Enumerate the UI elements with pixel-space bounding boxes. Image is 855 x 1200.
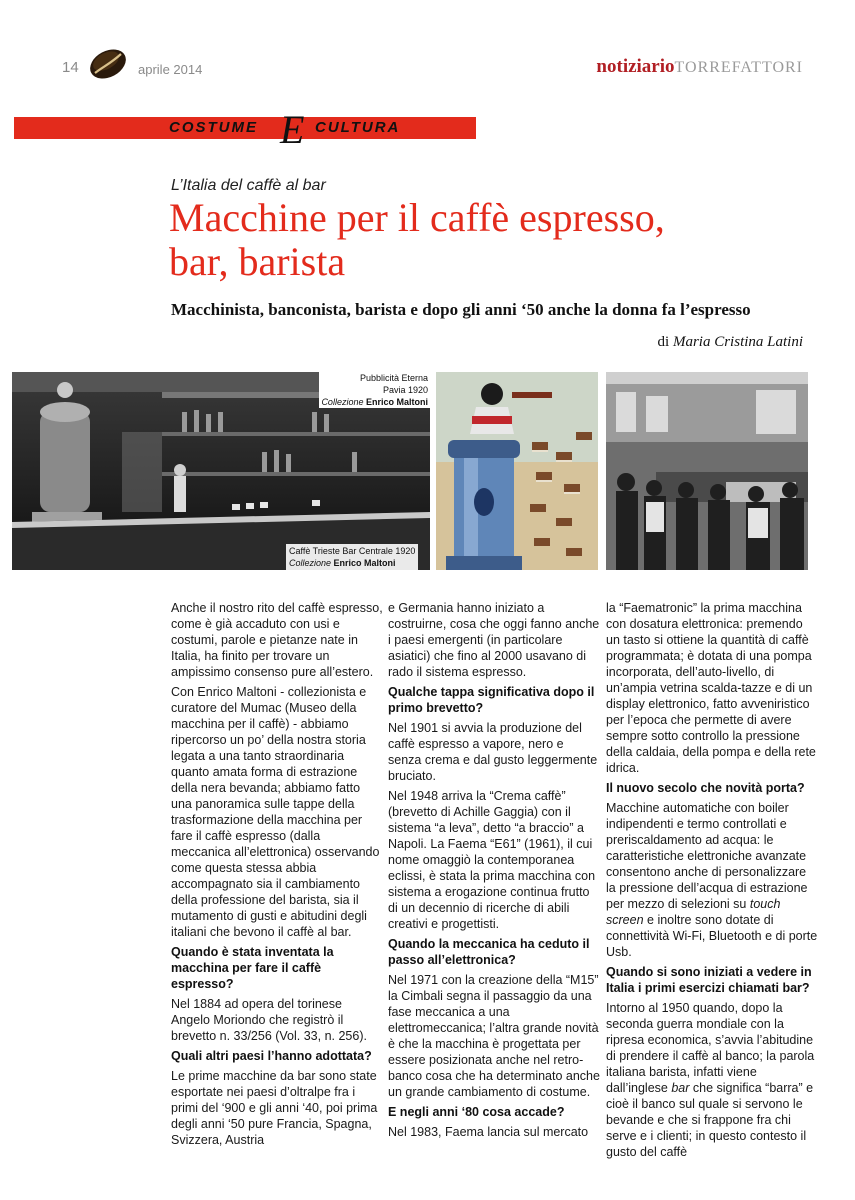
poster-caption-line-2: Pavia 1920 — [382, 385, 428, 395]
text-run: e inoltre sono dotate di connettività Wi-Fi, Bluetooth e di porte Usb. — [606, 913, 818, 959]
article-title — [169, 196, 829, 284]
question-heading: Il nuovo secolo che novità porta? — [606, 781, 805, 795]
poster-caption-line-1: Pubblicità Eterna — [359, 373, 428, 383]
question-heading: Quali altri paesi l’hanno adottata? — [171, 1049, 372, 1063]
section-label — [14, 107, 476, 152]
text-column-2 — [388, 600, 600, 1144]
bar-caption-collection: Collezione — [289, 558, 332, 568]
question-heading: E negli anni ‘80 cosa accade? — [388, 1105, 565, 1119]
title-line-2: bar, barista — [169, 239, 346, 284]
paragraph: Nel 1971 con la creazione della “M15” la Cimbali segna il passaggio da una fase meccanica a una elettromeccanica; l’altra grande novità è che la macchina è progettata per essere posizionata anche nel retro-banco cosa che ha determinato anche un grande cambiamento di costume. — [388, 973, 600, 1099]
issue-date: aprile 2014 — [138, 62, 203, 77]
bar-caption-line-1: Caffè Trieste Bar Centrale 1920 — [289, 546, 416, 556]
paragraph: e Germania hanno iniziato a costruirne, cosa che oggi fanno anche i paesi emergenti (in particolare asiatici) che fino al 2000 usavano di rado il sistema espresso. — [388, 601, 600, 679]
emphasis-text: bar — [671, 1081, 690, 1095]
question-heading: Qualche tappa significativa dopo il primo brevetto? — [388, 685, 595, 715]
paragraph — [606, 800, 818, 960]
page-number: 14 — [62, 59, 79, 76]
publication-brand — [596, 56, 803, 78]
brand-secondary: TORREFATTORI — [674, 59, 803, 76]
coffee-bean-icon — [86, 46, 130, 82]
paragraph: Nel 1948 arriva la “Crema caffè” (brevetto di Achille Gaggia) con il sistema “a leva”, detto “a braccio” a Napoli. La Faema “E61” (1961), il cui nome omaggiò la contemporanea eclissi, è stata la prima macchina con sistema a erogazione continua frutto di un decennio di ricerche di abili creativi e progettisti. — [388, 789, 596, 931]
bar-caption-collector: Enrico Maltoni — [333, 558, 396, 568]
section-right-word: CULTURA — [315, 119, 401, 136]
text-run: Intorno al 1950 quando, dopo la seconda guerra mondiale con la ripresa economica, s’avvia l’abitudine di prendere il caffè al banco; la parola italiana barista, infatti viene dall’inglese — [606, 1001, 815, 1095]
text-column-1 — [171, 600, 383, 1152]
paragraph: Nel 1983, Faema lancia sul mercato — [388, 1125, 589, 1139]
text-column-3 — [606, 600, 818, 1164]
eterna-poster-image — [436, 372, 598, 570]
bar-photo-caption — [286, 544, 418, 570]
paragraph: Con Enrico Maltoni - collezionista e curatore del Mumac (Museo della macchina per il caffè) - abbiamo ripercorso un po’ della nostra storia legata a una tanto straordinaria quanto amata forma di estrazione della nera bevanda; abbiamo fatto una panoramica sulle tappe della trasformazione della macchina per fare il caffè espresso (dalla meccanica all’elettronica) osservando come questa stessa abbia accompagnato sia il cambiamento della professione del barista, sia il mutamento di gusti e abitudini degli italiani che bevono il caffè al bar. — [171, 685, 380, 939]
text-run: che significa “barra” e cioè il banco sul quale si servono le bevande e che si frappone fra chi serve e i clienti; in questo contesto il gusto del caffè — [606, 1081, 814, 1159]
paragraph: Le prime macchine da bar sono state esportate nei paesi d’oltralpe fra i primi del ‘900 e gli anni ‘40, poi prima degli anni ‘50 pure Francia, Spagna, Svizzera, Austria — [171, 1069, 378, 1147]
poster-caption-collection: Collezione — [321, 397, 364, 407]
poster-caption-credit — [321, 396, 428, 408]
poster-caption-collector: Enrico Maltoni — [365, 397, 428, 407]
brand-primary: notiziario — [596, 56, 675, 77]
paragraph: Nel 1901 si avvia la produzione del caffè espresso a vapore, nero e senza crema e dal gusto leggermente bruciato. — [388, 721, 598, 783]
text-run: Macchine automatiche con boiler indipendenti e termo controllati e preriscaldamento ad acqua: le caratteristiche elettroniche avanzate consentono anche di personalizzare la pressione dell’acqua di estrazione per mezzo di selezioni su — [606, 801, 808, 911]
paragraph: Nel 1884 ad opera del torinese Angelo Moriondo che registrò il brevetto n. 33/256 (Vol. 33, n. 256). — [171, 997, 367, 1043]
title-line-1: Macchine per il caffè espresso, — [169, 195, 665, 240]
byline-prefix: di — [657, 334, 670, 350]
section-ampersand-mark: E — [280, 107, 305, 152]
article-subtitle: Macchinista, banconista, barista e dopo gli anni ‘50 anche la donna fa l’espresso — [171, 300, 751, 319]
byline — [658, 334, 803, 351]
section-bar — [14, 107, 476, 152]
bar-caption-credit — [289, 557, 415, 569]
question-heading: Quando la meccanica ha ceduto il passo all’elettronica? — [388, 937, 590, 967]
bar-crowd-photo — [606, 372, 808, 570]
question-heading: Quando è stata inventata la macchina per fare il caffè espresso? — [171, 945, 334, 991]
paragraph — [606, 1000, 818, 1160]
paragraph: la “Faematronic” la prima macchina con dosatura elettronica: premendo un tasto si ottiene la quantità di caffè programmata; è dotata di una pompa incorporata, dell’auto-livello, di un’ampia vetrina scalda-tazze e di un display elettronico, fatto avveniristico per l’epoca che permette di avere sempre sotto controllo la pressione della caldaia, della pompa e della rete idrica. — [606, 601, 816, 775]
paragraph: Anche il nostro rito del caffè espresso, come è già accaduto con usi e costumi, parole e pietanze nate in Italia, ha finito per trovare un ampissimo consenso pure all’estero. — [171, 601, 383, 679]
emphasis-text: touch screen — [606, 897, 781, 927]
poster-caption — [319, 372, 430, 408]
poster-illustration — [436, 372, 598, 570]
article-kicker: L’Italia del caffè al bar — [171, 177, 326, 194]
author-name: Maria Cristina Latini — [672, 334, 803, 350]
bar-crowd-illustration — [606, 372, 808, 570]
question-heading: Quando si sono iniziati a vedere in Italia i primi esercizi chiamati bar? — [606, 965, 812, 995]
section-left-word: COSTUME — [169, 119, 258, 136]
